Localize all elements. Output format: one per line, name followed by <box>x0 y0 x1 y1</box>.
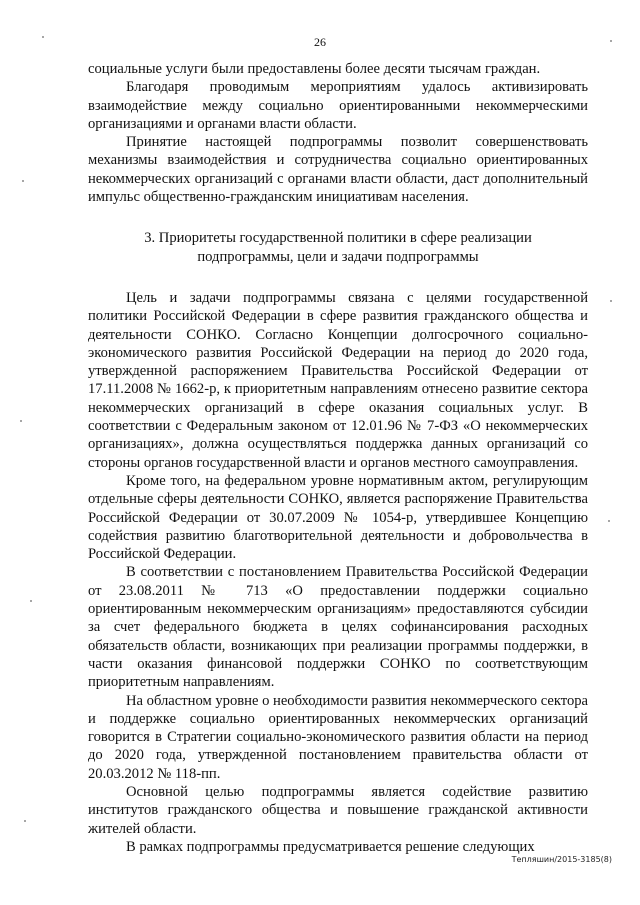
paragraph: В рамках подпрограммы предусматривается решение следующих <box>126 838 535 855</box>
scan-speck <box>610 40 612 42</box>
paragraph: Принятие настоящей подпрограммы позволит совершенствовать механизмы взаимодействия и сотрудничества социально ориентированных некоммерческих организаций с органами власти области, даст дополнительный импульс общественно-гражданским инициативам населения. <box>88 134 588 206</box>
page-number: 26 <box>314 35 326 49</box>
scan-speck <box>22 180 24 182</box>
scan-speck <box>42 36 44 38</box>
paragraph: Цель и задачи подпрограммы связана с целями государственной политики Российской Федерации в сфере развития гражданского общества и деятельности СОНКО. Согласно Концепции долгосрочного социально-экономического развития Российской Федерации на период до 2020 года, утвержденной распоряжением Правительства Российской Федерации от 17.11.2008 № 1662-р, к приоритетным направлениям отнесено развитие сектора некоммерческих организаций в сфере оказания социальных услуг. В соответствии с Федеральным законом от 12.01.96 № 7-ФЗ «О некоммерческих организациях», должна осуществляться поддержка данных организаций со стороны органов государственной власти и органов местного самоуправления. <box>88 289 588 471</box>
section-heading: 3. Приоритеты государственной политики в сфере реализации подпрограммы, цели и задачи подпрограммы <box>144 230 532 265</box>
scan-speck <box>30 600 32 602</box>
paragraph: Кроме того, на федеральном уровне нормативным актом, регулирующим отдельные сферы деятельности СОНКО, является распоряжение Правительства Российской Федерации от 30.07.2009 № 1054-р, утвердившее Концепцию содействия развитию благотворительной деятельности и добровольчества в Российской Федерации. <box>88 472 588 563</box>
document-code: Тепляшин/2015-3185(8) <box>511 855 612 864</box>
paragraph: В соответствии с постановлением Правительства Российской Федерации от 23.08.2011 № 713 «О предоставлении поддержки социально ориентированным некоммерческим организациям» предоставляются субсидии за счет федерального бюджета в целях софинансирования расходных обязательств области, возникающих при реализации программы поддержки, в части оказания финансовой поддержки СОНКО по соответствующим приоритетным направлениям. <box>88 564 588 691</box>
paragraph: Благодаря проводимым мероприятиям удалось активизировать взаимодействие между социально ориентированными некоммерческими организациями и органами власти области. <box>88 79 588 132</box>
scan-speck <box>20 420 22 422</box>
document-body <box>88 60 588 856</box>
scan-speck <box>24 820 26 822</box>
scan-speck <box>610 300 612 302</box>
paragraph-continuation: социальные услуги были предоставлены более десяти тысячам граждан. <box>88 61 541 77</box>
paragraph: На областном уровне о необходимости развития некоммерческого сектора и поддержке социально ориентированных некоммерческих организаций говорится в Стратегии социально-экономического развития области на период до 2020 года, утвержденной постановлением правительства области от 20.03.2012 № 118-пп. <box>88 692 589 782</box>
scan-speck <box>608 520 610 522</box>
paragraph: Основной целью подпрограммы является содействие развитию институтов гражданского общества и повышение гражданской активности жителей области. <box>88 783 588 837</box>
